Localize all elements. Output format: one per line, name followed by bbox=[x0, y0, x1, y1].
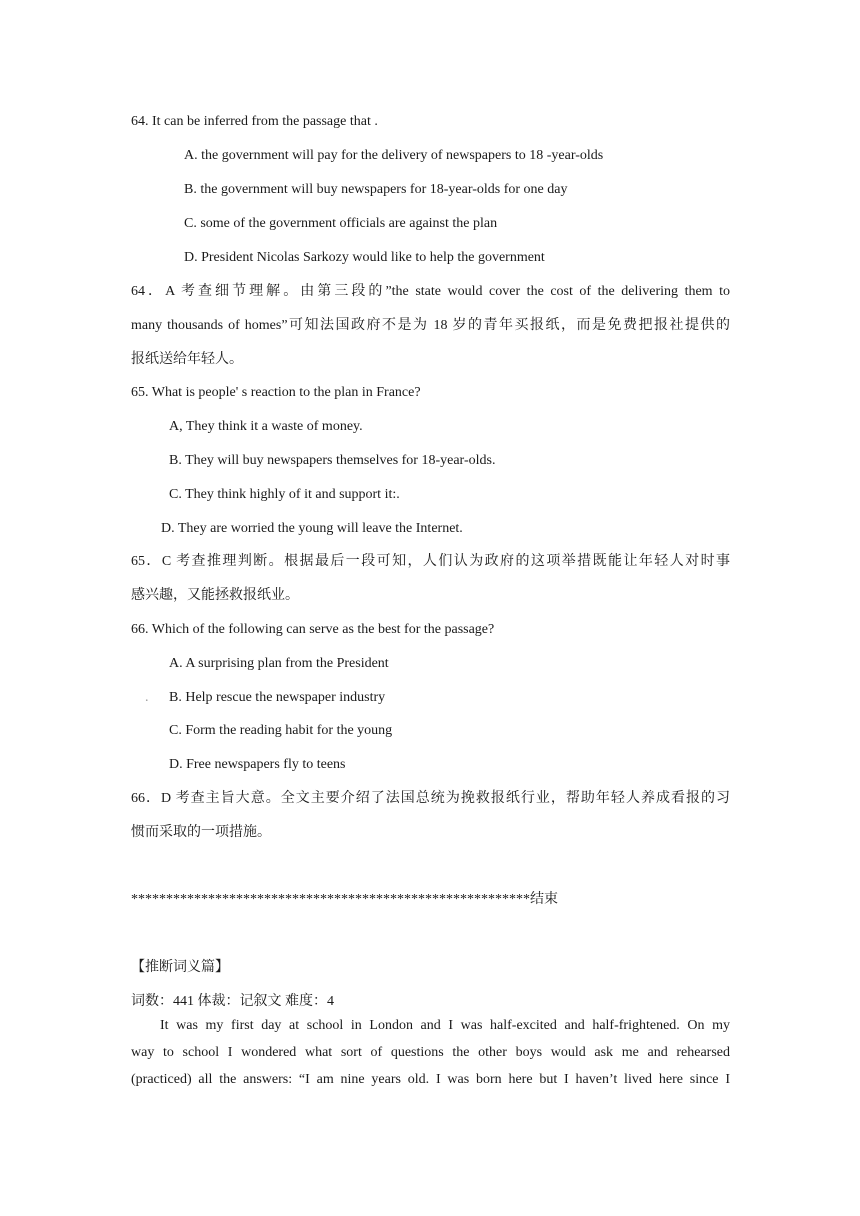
passage-line-3: (practiced) all the answers: “I am nine years old. I was born here but I haven’t lived here since I bbox=[131, 1072, 730, 1087]
option-66-d: D. Free newspapers fly to teens bbox=[169, 757, 346, 772]
question-64: 64. It can be inferred from the passage that . bbox=[131, 114, 378, 129]
answer-65-line-1: 65．C 考查推理判断。根据最后一段可知，人们认为政府的这项举措既能让年轻人对时事 bbox=[131, 554, 730, 569]
option-66-c: C. Form the reading habit for the young bbox=[169, 723, 393, 738]
option-64-b: B. the government will buy newspapers for 18-year-olds for one day bbox=[184, 182, 568, 197]
option-64-c: C. some of the government officials are against the plan bbox=[184, 216, 498, 231]
stray-mark: . bbox=[145, 690, 149, 705]
answer-64-line-1: 64．A 考查细节理解。由第三段的”the state would cover the cost of the delivering them to bbox=[131, 284, 730, 299]
option-65-d: D. They are worried the young will leave the Internet. bbox=[161, 521, 463, 536]
option-64-d: D. President Nicolas Sarkozy would like to help the government bbox=[184, 250, 545, 265]
section-meta: 词数：441 体裁：记叙文 难度：4 bbox=[131, 994, 334, 1009]
passage-line-2: way to school I wondered what sort of questions the other boys would ask me and rehearsed bbox=[131, 1045, 730, 1060]
answer-66-line-1: 66．D 考查主旨大意。全文主要介绍了法国总统为挽救报纸行业，帮助年轻人养成看报的习 bbox=[131, 791, 730, 806]
answer-64-line-2: many thousands of homes”可知法国政府不是为 18 岁的青年买报纸，而是免费把报社提供的 bbox=[131, 318, 730, 333]
option-66-a: A. A surprising plan from the President bbox=[169, 656, 389, 671]
passage-line-1: It was my first day at school in London and I was half-excited and half-frightened. On my bbox=[160, 1018, 730, 1033]
section-title: 【推断词义篇】 bbox=[131, 960, 229, 975]
answer-65-line-2: 感兴趣，又能拯救报纸业。 bbox=[131, 588, 299, 603]
question-65: 65. What is people' s reaction to the plan in France? bbox=[131, 385, 421, 400]
option-65-a: A, They think it a waste of money. bbox=[169, 419, 363, 434]
question-66: 66. Which of the following can serve as the best for the passage? bbox=[131, 622, 495, 637]
option-64-a: A. the government will pay for the delivery of newspapers to 18 -year-olds bbox=[184, 148, 604, 163]
option-65-c: C. They think highly of it and support it:. bbox=[169, 487, 400, 502]
option-66-b: B. Help rescue the newspaper industry bbox=[169, 690, 386, 705]
option-65-b: B. They will buy newspapers themselves for 18-year-olds. bbox=[169, 453, 496, 468]
answer-64-line-3: 报纸送给年轻人。 bbox=[131, 352, 243, 367]
end-separator: *********************************************************结束 bbox=[131, 892, 558, 907]
answer-66-line-2: 惯而采取的一项措施。 bbox=[131, 825, 271, 840]
